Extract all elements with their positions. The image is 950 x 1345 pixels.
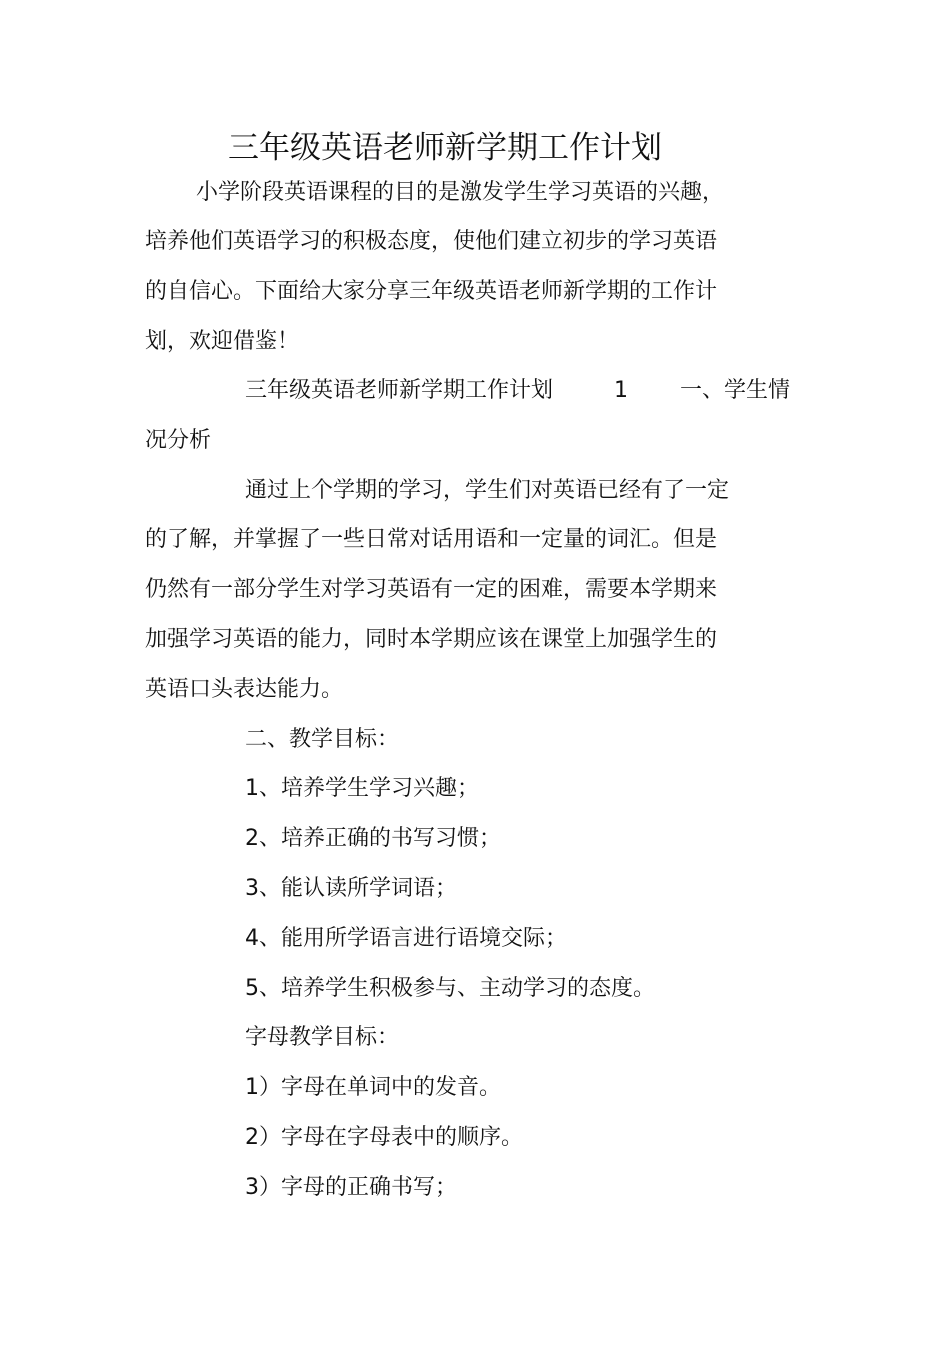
letter-goal-item-2: 2）字母在字母表中的顺序。 [245,1125,523,1150]
plan-heading-number: 1 [614,378,628,403]
section-heading-start: 一、学生情 [680,378,791,403]
section-heading-end: 况分析 [145,428,212,453]
analysis-line-2: 的了解，并掌握了一些日常对话用语和一定量的词汇。但是 [145,527,718,552]
goal-item-3: 3、能认读所学词语； [245,876,457,901]
letter-goal-item-3: 3）字母的正确书写； [245,1175,457,1200]
goal-item-2: 2、培养正确的书写习惯； [245,826,501,851]
goal-item-1: 1、培养学生学习兴趣； [245,776,479,801]
letter-goals-heading: 字母教学目标： [245,1025,400,1050]
letter-goal-item-1: 1）字母在单词中的发音。 [245,1075,501,1100]
intro-line-4: 划，欢迎借鉴！ [145,329,300,354]
goal-item-5: 5、培养学生积极参与、主动学习的态度。 [245,976,655,1001]
document-title: 三年级英语老师新学期工作计划 [228,130,662,166]
analysis-line-5: 英语口头表达能力。 [145,677,344,702]
analysis-line-4: 加强学习英语的能力，同时本学期应该在课堂上加强学生的 [145,627,718,652]
goals-heading: 二、教学目标： [245,727,400,752]
plan-heading-name: 三年级英语老师新学期工作计划 [245,378,554,403]
analysis-line-1: 通过上个学期的学习，学生们对英语已经有了一定 [245,478,730,503]
analysis-line-3: 仍然有一部分学生对学习英语有一定的困难，需要本学期来 [145,577,718,602]
intro-line-1: 小学阶段英语课程的目的是激发学生学习英语的兴趣， [196,180,725,205]
intro-line-3: 的自信心。下面给大家分享三年级英语老师新学期的工作计 [145,279,718,304]
intro-line-2: 培养他们英语学习的积极态度，使他们建立初步的学习英语 [145,229,718,254]
goal-item-4: 4、能用所学语言进行语境交际； [245,926,567,951]
